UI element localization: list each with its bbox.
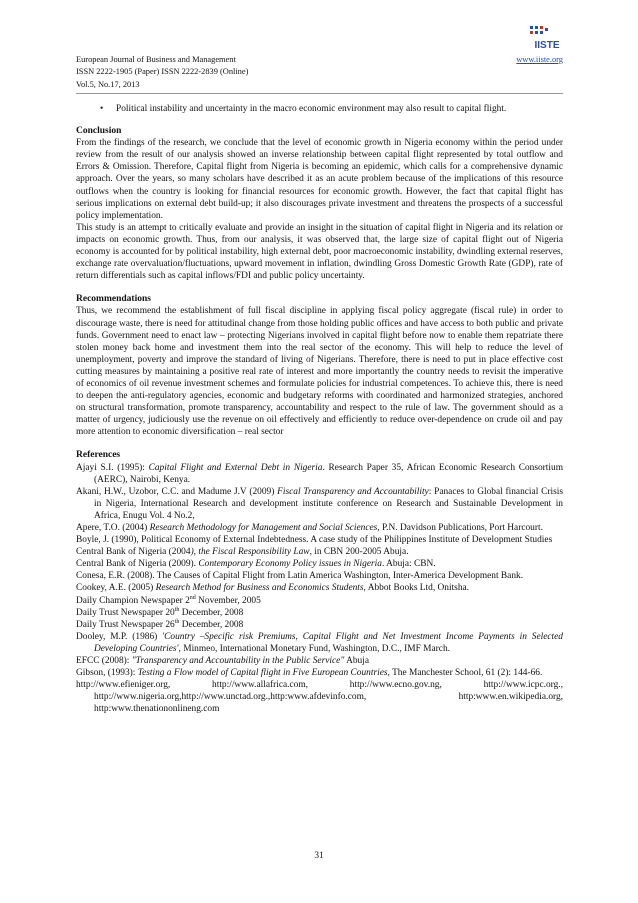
recommendations-paragraph: Thus, we recommend the establishment of full fiscal discipline in applying fiscal policy aggregate (fiscal rule) in order to discourage waste, there is need for attitudinal change from those holding public offices and have access to both public and private funds. Government need to enact law – protecting Nigerians involved in capital flight before now to enable them repatriate there stolen money back home and investment them into the real sector of the economy. This will help to reduce the level of unemployment, poverty and improve the standard of living of Nigerians. Therefore, there is need to put in place effective cost cutting measures by maintaining a positive real rate of interest and more importantly the country needs to revisit the imperative of economics of oil revenue investment schemes and formulate policies for industrial competences. To achieve this, there is need to deepen the anti-regulatory agencies, economic and budgetary reforms with coordinated and harmonized strategies, anchored on structural transformation, promote transparency, accountability and respect to the rule of law. The government should as a matter of urgency, judiciously use the revenue on oil effectively and efficiently to reduce over-dependence on crude oil and pay more attention to economic diversification – real sector: [76, 306, 563, 438]
reference-item: Boyle, J. (1990), Political Economy of External Indebtedness. A case study of the Philippines Institute of Development Studies: [76, 535, 553, 546]
iiste-logo-icon: [528, 24, 566, 52]
journal-url-link[interactable]: www.iiste.org: [516, 55, 563, 64]
reference-item: Central Bank of Nigeria (2009). Contemporary Economy Policy issues in Nigeria. Abuja: CBN.: [76, 559, 436, 570]
reference-item: Gibson, (1993): Testing a Flow model of Capital flight in Five European Countries, The Manchester School, 61 (2): 144-66.: [76, 668, 543, 679]
references-list: [76, 462, 563, 716]
reference-item: Dooley, M.P. (1986) 'Country –Specific risk Premiums, Capital Flight and Net Investment Income Payments in Selected Developing Countries', Minmeo, International Monetary Fund, Washington, D.C., IMF March.: [76, 631, 563, 654]
reference-item: Conesa, E.R. (2008). The Causes of Capital Flight from Latin America Washington, Inter-America Development Bank.: [76, 571, 524, 582]
bullet-icon: •: [100, 104, 104, 114]
journal-header: [76, 54, 563, 91]
reference-item: Ajayi S.I. (1995): Capital Flight and External Debt in Nigeria. Research Paper 35, African Economic Research Consortium (AERC), Nairobi, Kenya.: [76, 462, 563, 485]
reference-item: Central Bank of Nigeria (2004), the Fiscal Responsibility Law, in CBN 200-2005 Abuja.: [76, 547, 409, 558]
reference-item: Akani, H.W., Uzobor, C.C. and Madume J.V (2009) Fiscal Transparency and Accountability: Panaces to Global financial Crisis in Nigeria, International Research and development institute conference on Research and Sustainable Development in Africa, Enugu Vol. 4 No.2,: [76, 486, 563, 521]
references-heading: References: [76, 450, 121, 461]
conclusion-paragraph-1: From the findings of the research, we conclude that the level of economic growth in Nigeria economy within the period under review from the result of our analysis showed an inverse relationship between capital flight represented by total outflow and Errors & Omission. Therefore, Capital flight from Nigeria is becoming an epidemic, which calls for a comprehensive dynamic approach. Over the years, so many scholars have described it as an acute problem because of the implications of this resource outflows when the country is looking for financial resources for economic growth. However, the fact that capital flight has serious implications on external debt build-up; it also discourages private investment and threatens the prospects of a successful policy implementation.: [76, 138, 563, 221]
reference-item: Daily Champion Newspaper 2nd November, 2005: [76, 594, 261, 606]
reference-item: Apere, T.O. (2004) Research Methodology for Management and Social Sciences, P.N. Davidson Publications, Port Harcourt.: [76, 523, 543, 533]
bullet-item: [76, 103, 563, 115]
svg-text:IISTE: IISTE: [534, 40, 560, 51]
article-body: [76, 103, 563, 716]
reference-item: EFCC (2008): "Transparency and Accountability in the Public Service" Abuja: [76, 656, 369, 667]
journal-volume: Vol.5, No.17, 2013: [76, 79, 140, 89]
journal-issn: ISSN 2222-1905 (Paper) ISSN 2222-2839 (Online): [76, 67, 249, 77]
conclusion-paragraph-2: This study is an attempt to critically evaluate and provide an insight in the situation of capital flight in Nigeria and its relation or impacts on economic growth. Thus, from our analysis, it was observed that, the large size of capital flight out of Nigeria economy is accounted for by political instability, high external debt, poor macroeconomic instability, dwindling external reserves, exchange rate overvaluation/fluctuations, upward movement in inflation, dwindling Gross Domestic Growth Rate (GDP), rate of return differentials such as capital inflows/FDI and public policy uncertainty.: [76, 222, 563, 282]
journal-name: European Journal of Business and Management: [76, 55, 236, 64]
recommendations-heading: Recommendations: [76, 294, 151, 305]
header-divider: [76, 93, 563, 94]
reference-item: Daily Trust Newspaper 26th December, 2008: [76, 618, 244, 630]
bullet-text: Political instability and uncertainty in the macro economic environment may also result to capital flight.: [116, 104, 507, 114]
reference-item: Daily Trust Newspaper 20th December, 2008: [76, 606, 244, 618]
reference-item: Cookey, A.E. (2005) Research Method for Business and Economics Students, Abbot Books Ltd, Onitsha.: [76, 583, 470, 594]
reference-item-urls[interactable]: http://www.efieniger.org, http://www.allafrica.com, http://www.ecno.gov.ng, http://www.icpc.org., http://www.nigeria.org,http://www.unctad.org.,http:www.afdevinfo.com, http:www.en.wikipedia.org, http:www.thenationonlineng.com: [76, 680, 563, 715]
page-number: 31: [314, 851, 324, 861]
conclusion-heading: Conclusion: [76, 126, 122, 137]
